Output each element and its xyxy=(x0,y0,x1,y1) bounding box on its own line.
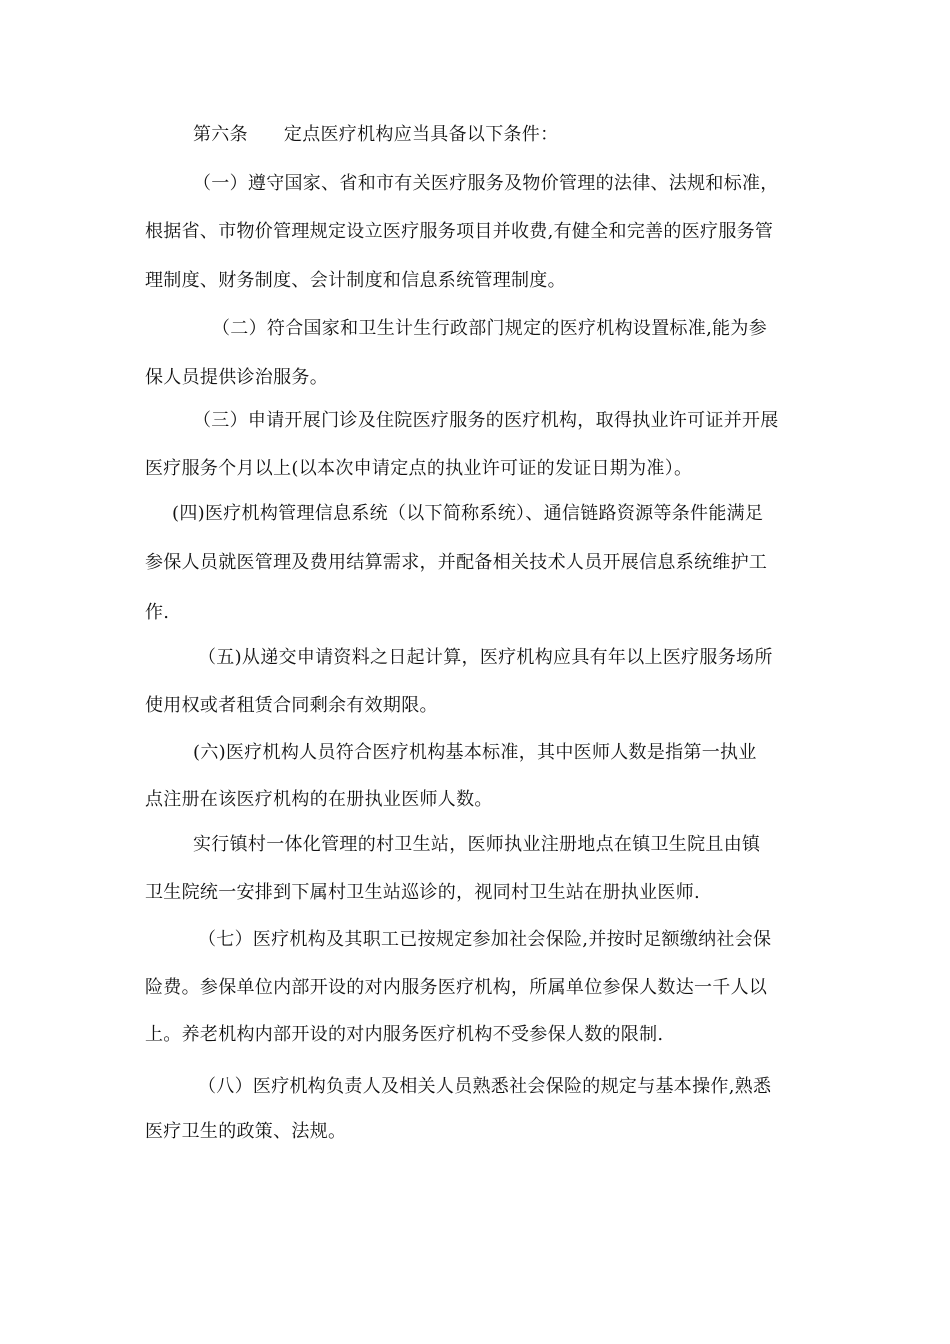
clause-1-line-2: 根据省、市物价管理规定设立医疗服务项目并收费,有健全和完善的医疗服务管 xyxy=(145,221,774,242)
article-heading-text: 定点医疗机构应当具备以下条件： xyxy=(283,124,559,145)
clause-6-line-1: (六)医疗机构人员符合医疗机构基本标准，其中医师人数是指第一执业 xyxy=(193,742,757,763)
clause-4-line-3: 作. xyxy=(145,602,170,623)
clause-3-line-2: 医疗服务个月以上(以本次申请定点的执业许可证的发证日期为准）。 xyxy=(145,458,693,479)
clause-2-line-1: （二）符合国家和卫生计生行政部门规定的医疗机构设置标准,能为参 xyxy=(212,318,768,339)
clause-5-line-2: 使用权或者租赁合同剩余有效期限。 xyxy=(145,695,438,716)
clause-6-line-2: 点注册在该医疗机构的在册执业医师人数。 xyxy=(145,789,493,810)
clause-7-line-3: 上。养老机构内部开设的对内服务医疗机构不受参保人数的限制. xyxy=(145,1024,664,1045)
clause-1-line-1: （一）遵守国家、省和市有关医疗服务及物价管理的法律、法规和标准， xyxy=(193,173,779,194)
clause-7-line-1: （七）医疗机构及其职工已按规定参加社会保险,并按时足额缴纳社会保 xyxy=(198,929,772,950)
clause-1-line-3: 理制度、财务制度、会计制度和信息系统管理制度。 xyxy=(145,270,566,291)
clause-5-line-1: （五)从递交申请资料之日起计算，医疗机构应具有年以上医疗服务场所 xyxy=(198,647,773,668)
article-number: 第六条 xyxy=(193,124,248,145)
clause-8-line-1: （八）医疗机构负责人及相关人员熟悉社会保险的规定与基本操作,熟悉 xyxy=(198,1076,772,1097)
note-line-1: 实行镇村一体化管理的村卫生站，医师执业注册地点在镇卫生院且由镇 xyxy=(193,834,761,855)
clause-4-line-2: 参保人员就医管理及费用结算需求，并配备相关技术人员开展信息系统维护工 xyxy=(145,552,768,573)
note-line-2: 卫生院统一安排到下属村卫生站巡诊的，视同村卫生站在册执业医师. xyxy=(145,882,701,903)
clause-4-line-1: (四)医疗机构管理信息系统（以下简称系统）、通信链路资源等条件能满足 xyxy=(172,503,764,524)
clause-2-line-2: 保人员提供诊治服务。 xyxy=(145,367,328,388)
clause-3-line-1: （三）申请开展门诊及住院医疗服务的医疗机构，取得执业许可证并开展 xyxy=(193,410,779,431)
clause-8-line-2: 医疗卫生的政策、法规。 xyxy=(145,1121,347,1142)
article-heading xyxy=(193,123,558,147)
clause-7-line-2: 险费。参保单位内部开设的对内服务医疗机构，所属单位参保人数达一千人以 xyxy=(145,977,768,998)
